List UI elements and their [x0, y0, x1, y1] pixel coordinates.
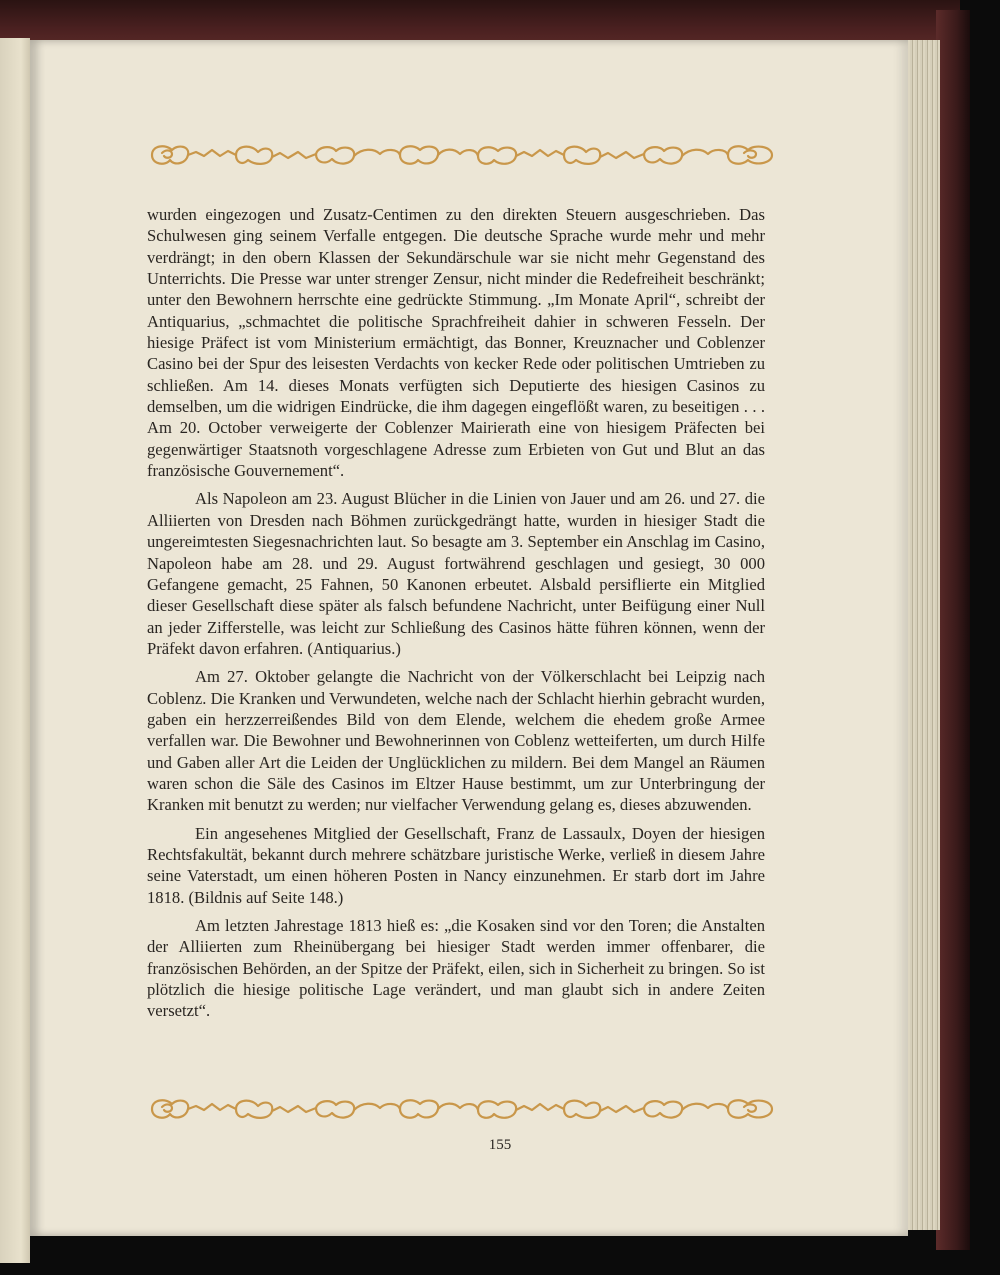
facing-page-edge — [0, 38, 30, 1263]
ornament-border-top — [148, 140, 776, 170]
paragraph: Ein angesehenes Mitglied der Gesellschaft, Franz de Lassaulx, Doyen der hiesigen Rechtsfakultät, bekannt durch mehrere schätzbare juristische Werke, verließ in diesem Jahre seine Vaterstadt, um einen höheren Posten in Nancy einzunehmen. Er starb dort im Jahre 1818. (Bildnis auf Seite 148.) — [147, 823, 765, 907]
book-cover-side — [936, 10, 970, 1250]
ornament-border-bottom — [148, 1094, 776, 1124]
body-text — [147, 204, 765, 1029]
paragraph: Als Napoleon am 23. August Blücher in die Linien von Jauer und am 26. und 27. die Alliierten von Dresden nach Böhmen zurückgedrängt hatte, wurden in hiesiger Stadt die ungereimtesten Siegesnachrichten laut. So besagte am 3. September ein Anschlag im Casino, Napoleon habe am 28. und 29. August fortwährend geschlagen und gesiegt, 30 000 Gefangene gemacht, 25 Fahnen, 50 Kanonen erbeutet. Alsbald persiflierte ein Mitglied dieser Gesellschaft diese später als falsch befundene Nachricht, unter Beifügung einer Null an jeder Zifferstelle, was leicht zur Schließung des Casinos hätte führen können, wenn der Präfekt davon erfahren. (Antiquarius.) — [147, 489, 765, 658]
page-number: 155 — [488, 1137, 512, 1153]
paragraph: Am 27. Oktober gelangte die Nachricht von der Völkerschlacht bei Leipzig nach Coblenz. Die Kranken und Verwundeten, welche nach der Schlacht hierhin gebracht wurden, gaben ein herzzerreißendes Bild von dem Elende, welchem die ehedem große Armee verfallen war. Die Bewohner und Bewohnerinnen von Coblenz wetteiferten, um durch Hilfe und Gaben aller Art die Leiden der Unglücklichen zu mildern. Bei dem Mangel an Räumen waren schon die Säle des Casinos im Eltzer Hause bestimmt, um zur Unterbringung der Kranken mit benutzt zu werden; nur vielfacher Verwendung gelang es, dieses abzuwenden. — [147, 667, 765, 815]
paragraph: Am letzten Jahrestage 1813 hieß es: „die Kosaken sind vor den Toren; die Anstalten der Alliierten zum Rheinübergang bei hiesiger Stadt werden immer offenbarer, die französischen Behörden, an der Spitze der Präfekt, eilen, sich in Sicherheit zu bringen. So ist plötzlich die hiesige politische Lage verändert, und man glaubt sich in andere Zeiten versetzt“. — [147, 916, 765, 1021]
paragraph: wurden eingezogen und Zusatz-Centimen zu den direkten Steuern ausgeschrieben. Das Schulwesen ging seinem Verfalle entgegen. Die deutsche Sprache wurde mehr und mehr verdrängt; in den obern Klassen der Sekundärschule war sie nicht mehr Gegenstand des Unterrichts. Die Presse war unter strenger Zensur, nicht minder die Redefreiheit beschränkt; unter den Bewohnern herrschte eine gedrückte Stimmung. „Im Monate April“, schreibt der Antiquarius, „schmachtet die politische Sprachfreiheit dahier in schweren Fesseln. Der hiesige Präfect ist vom Ministerium ermächtigt, das Bonner, Kreuznacher und Coblenzer Casino bei der Spur des leisesten Verdachts von kecker Rede oder politischen Umtrieben zu schließen. Am 14. dieses Monats verfügten sich Deputierte des hiesigen Casinos zu demselben, um die widrigen Eindrücke, die ihm dagegen eingeflößt waren, zu beseitigen . . . Am 20. October verweigerte der Coblenzer Mairierath eine von hiesigem Präfecten bei gegenwärtiger Staatsnoth vorgeschlagene Adresse zum Erbieten von Gut und Blut an das französische Gouvernement“. — [147, 205, 765, 481]
